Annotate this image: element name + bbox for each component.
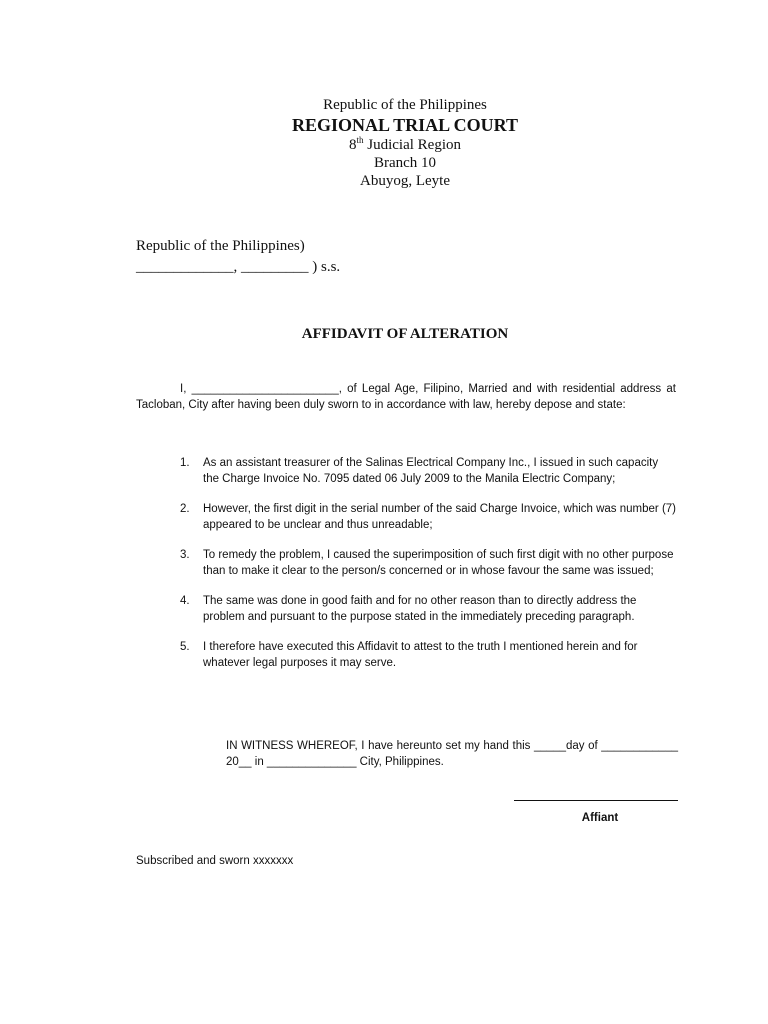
list-item <box>180 501 676 533</box>
venue-line-2: _____________, _________ ) s.s. <box>136 259 341 275</box>
witness-clause: IN WITNESS WHEREOF, I have hereunto set my hand this _____day of ____________ 20__ in ______________ City, Philippines. <box>226 740 678 768</box>
header-court-name: REGIONAL TRIAL COURT <box>291 115 519 135</box>
intro-paragraph: I, _______________________, of Legal Age, Filipino, Married and with residential address at Tacloban, City after having been duly sworn to in accordance with law, hereby depose and state: <box>136 383 676 411</box>
region-label: Judicial Region <box>363 137 461 153</box>
header-republic: Republic of the Philippines <box>323 97 487 113</box>
numbered-list <box>180 455 676 685</box>
list-item <box>180 547 676 579</box>
venue-block <box>136 236 340 278</box>
affiant-signature-line <box>514 800 678 801</box>
list-item-number: 3. <box>180 549 190 561</box>
header-judicial-region <box>0 136 768 154</box>
list-item-text: I therefore have executed this Affidavit to attest to the truth I mentioned herein and for whatever legal purposes it may serve. <box>203 641 638 669</box>
header-location: Abuyog, Leyte <box>360 173 450 189</box>
subscribed-sworn-line: Subscribed and sworn xxxxxxx <box>136 855 294 867</box>
list-item-number: 4. <box>180 595 190 607</box>
list-item-text: However, the first digit in the serial number of the said Charge Invoice, which was number (7) appeared to be unclear and thus unreadable; <box>203 503 676 531</box>
venue-line-1: Republic of the Philippines) <box>136 238 305 254</box>
list-item-number: 1. <box>180 457 190 469</box>
region-suffix: th <box>356 135 364 145</box>
list-item-text: As an assistant treasurer of the Salinas Electrical Company Inc., I issued in such capacity the Charge Invoice No. 7095 dated 06 July 2009 to the Manila Electric Company; <box>203 457 659 485</box>
list-item <box>180 455 676 487</box>
affiant-label: Affiant <box>581 812 619 824</box>
document-title: AFFIDAVIT OF ALTERATION <box>301 326 509 342</box>
list-item-text: To remedy the problem, I caused the superimposition of such first digit with no other purpose than to make it clear to the person/s concerned or in whose favour the same was issued; <box>203 549 674 577</box>
list-item-text: The same was done in good faith and for no other reason than to directly address the problem and pursuant to the purpose stated in the immediately preceding paragraph. <box>203 595 637 623</box>
list-item <box>180 639 676 671</box>
list-item-number: 5. <box>180 641 190 653</box>
list-item <box>180 593 676 625</box>
region-number: 8 <box>348 137 357 153</box>
court-header <box>0 96 768 190</box>
list-item-number: 2. <box>180 503 190 515</box>
header-branch: Branch 10 <box>373 155 437 171</box>
